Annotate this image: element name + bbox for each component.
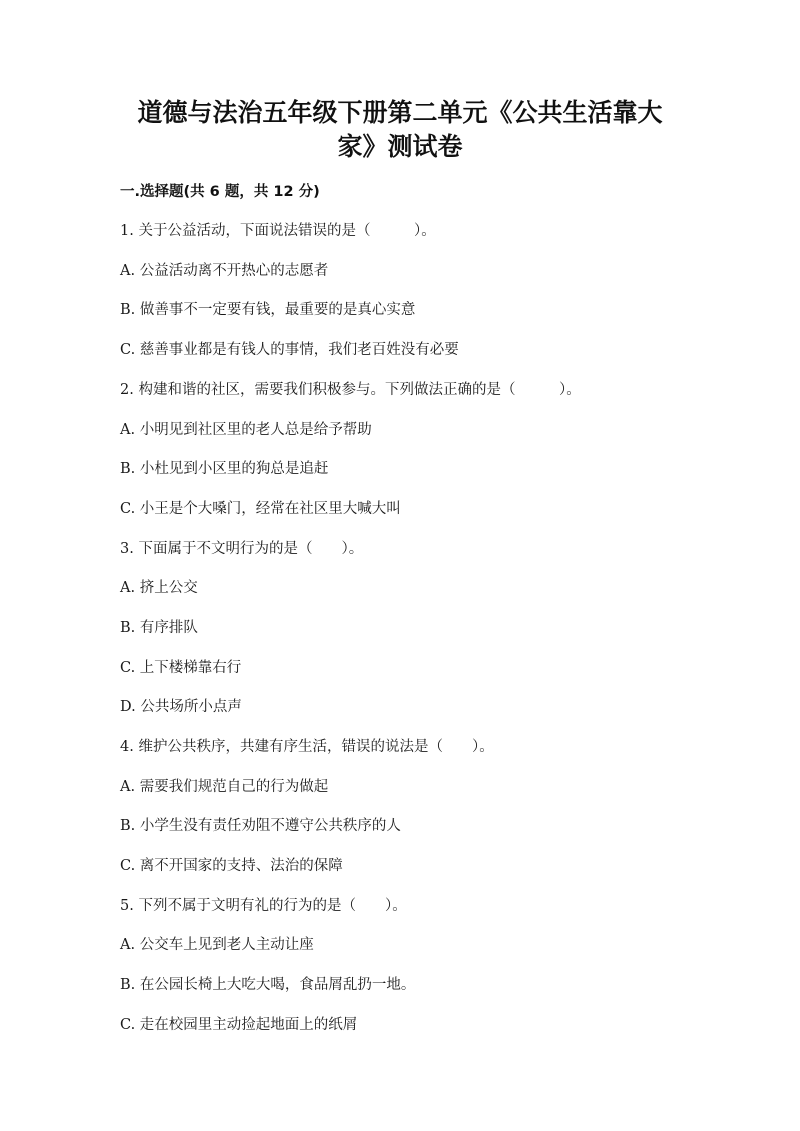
question-option: C. 上下楼梯靠右行: [120, 660, 242, 676]
question-stem: 1. 关于公益活动，下面说法错误的是（ ）。: [120, 223, 436, 239]
title-line-1: 道德与法治五年级下册第二单元《公共生活靠大: [137, 98, 663, 127]
document-title: [130, 96, 670, 164]
question-stem: 3. 下面属于不文明行为的是（ ）。: [120, 541, 364, 557]
question-option: C. 走在校园里主动捡起地面上的纸屑: [120, 1017, 358, 1033]
question-option: B. 在公园长椅上大吃大喝，食品屑乱扔一地。: [120, 977, 416, 993]
question-option: B. 做善事不一定要有钱，最重要的是真心实意: [120, 302, 416, 318]
question-stem: 2. 构建和谐的社区，需要我们积极参与。下列做法正确的是（ ）。: [120, 382, 581, 398]
question-option: B. 小学生没有责任劝阻不遵守公共秩序的人: [120, 818, 401, 834]
question-option: A. 小明见到社区里的老人总是给予帮助: [120, 422, 372, 438]
section-heading: 一.选择题(共 6 题，共 12 分): [120, 184, 320, 200]
question-option: C. 小王是个大嗓门，经常在社区里大喊大叫: [120, 501, 401, 517]
question-option: A. 需要我们规范自己的行为做起: [120, 779, 329, 795]
question-option: B. 有序排队: [120, 620, 198, 636]
question-option: C. 离不开国家的支持、法治的保障: [120, 858, 343, 874]
question-option: A. 公交车上见到老人主动让座: [120, 937, 314, 953]
question-option: B. 小杜见到小区里的狗总是追赶: [120, 461, 329, 477]
question-option: D. 公共场所小点声: [120, 699, 242, 715]
question-option: C. 慈善事业都是有钱人的事情，我们老百姓没有必要: [120, 342, 459, 358]
question-option: A. 公益活动离不开热心的志愿者: [120, 263, 329, 279]
question-stem: 5. 下列不属于文明有礼的行为的是（ ）。: [120, 898, 407, 914]
question-stem: 4. 维护公共秩序，共建有序生活，错误的说法是（ ）。: [120, 739, 494, 755]
question-option: A. 挤上公交: [120, 580, 198, 596]
title-line-2: 家》测试卷: [337, 132, 463, 161]
